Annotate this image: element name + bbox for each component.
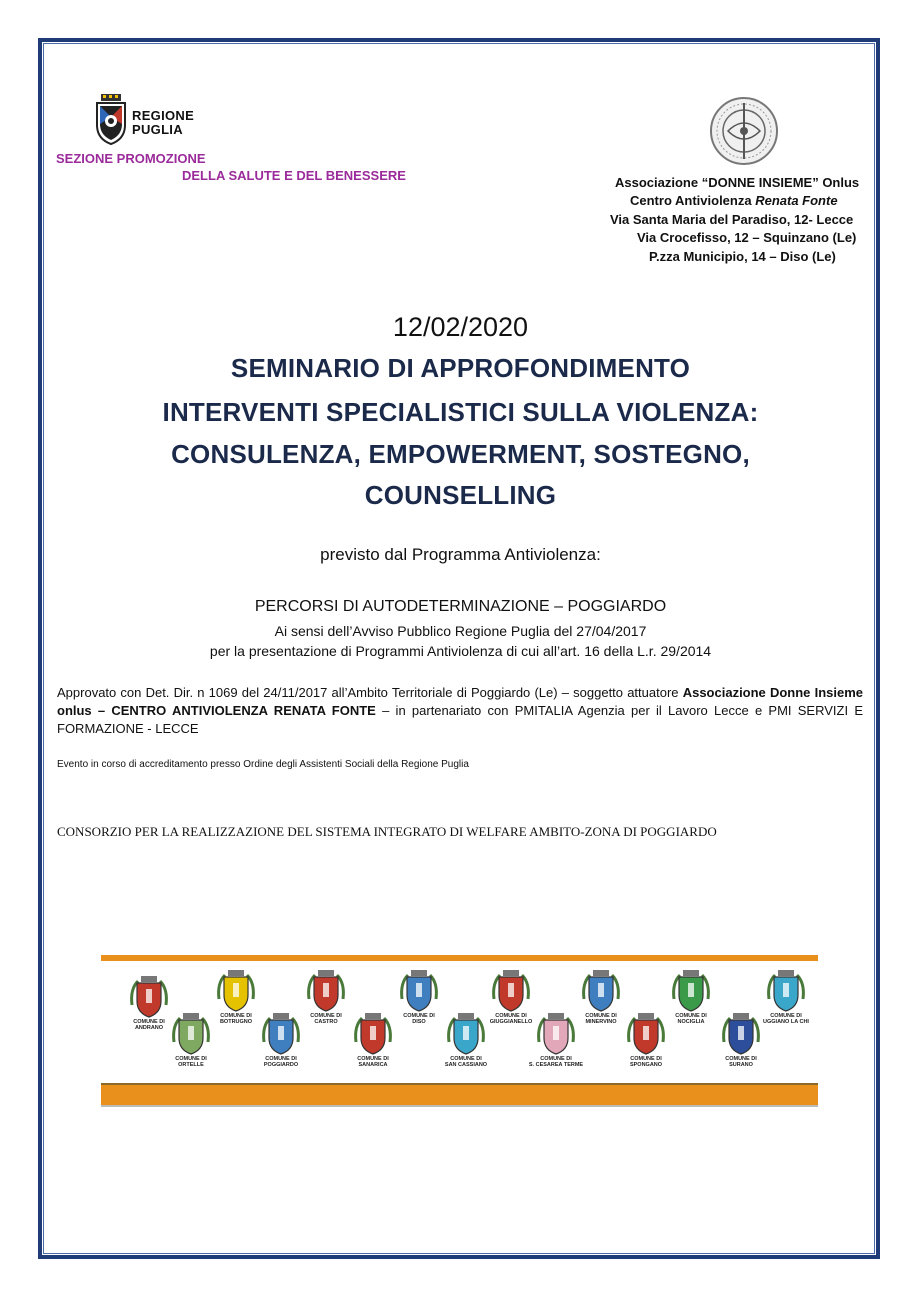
municipality-label-line1: COMUNE DI	[265, 1056, 297, 1062]
regione-logo-line2: PUGLIA	[132, 122, 183, 137]
avviso-text: Ai sensi dell’Avviso Pubblico Regione Puglia del 27/04/2017	[274, 623, 647, 639]
municipality-label	[746, 1013, 826, 1025]
municipality-crest-icon	[305, 969, 347, 1013]
municipality-crest-icon	[490, 969, 532, 1013]
municipality-label-line1: COMUNE DI	[585, 1013, 617, 1019]
municipalities-band	[101, 955, 818, 1107]
municipality-label-line2: UGGIANO LA CHI	[763, 1019, 809, 1025]
sezione-line1: SEZIONE PROMOZIONE	[56, 151, 206, 166]
band-shadow	[101, 1105, 818, 1107]
municipality-label-line2: SURANO	[729, 1062, 753, 1068]
previsto-text: previsto dal Programma Antiviolenza:	[320, 545, 601, 564]
municipality-label-line2: S. CESAREA TERME	[528, 1062, 584, 1068]
municipality-label-line1: COMUNE DI	[133, 1019, 165, 1025]
approval-text2: – in partenariato con PMITALIA Agenzia per il Lavoro Lecce e PMI SERVIZI E FORMAZIONE - LECCE	[57, 703, 863, 736]
sezione-line2: DELLA SALUTE E DEL BENESSERE	[182, 168, 406, 183]
municipality-label-line2: MINERVINO	[585, 1019, 617, 1025]
municipality-crest-icon	[580, 969, 622, 1013]
municipality-crest-icon	[670, 969, 712, 1013]
address-squinzano: Via Crocefisso, 12 – Squinzano (Le)	[637, 230, 857, 245]
address-lecce: Via Santa Maria del Paradiso, 12- Lecce	[610, 212, 854, 227]
municipality-label-line1: COMUNE DI	[357, 1056, 389, 1062]
municipality-label-line2: DISO	[412, 1019, 426, 1025]
municipality-label-line1: COMUNE DI	[403, 1013, 435, 1019]
address-diso: P.zza Municipio, 14 – Diso (Le)	[649, 249, 836, 264]
band-top-stripe	[101, 955, 818, 961]
municipality-label-line2: SPONGANO	[629, 1062, 663, 1068]
association-centro-italic: Renata Fonte	[755, 193, 838, 208]
municipality-label-line2: ORTELLE	[178, 1062, 204, 1068]
municipality-label-line2: GIUGGIANELLO	[489, 1019, 533, 1025]
municipality-label	[426, 1056, 506, 1068]
municipality-label-line2: SANARICA	[358, 1062, 388, 1068]
title-line2: INTERVENTI SPECIALISTICI SULLA VIOLENZA:	[162, 397, 759, 427]
municipality-label-line1: COMUNE DI	[770, 1013, 802, 1019]
municipality-label-line2: ANDRANO	[134, 1025, 164, 1031]
municipality-label-line2: BOTRUGNO	[219, 1019, 253, 1025]
municipality-crest-icon	[765, 969, 807, 1013]
association-name: Associazione “DONNE INSIEME” Onlus	[615, 175, 860, 190]
municipality-label-line2: NOCIGLIA	[677, 1019, 705, 1025]
regione-logo-text	[132, 109, 194, 137]
municipality-label-line1: COMUNE DI	[310, 1013, 342, 1019]
municipality-label-line1: COMUNE DI	[450, 1056, 482, 1062]
municipality-label-line2: SAN CASSIANO	[444, 1062, 488, 1068]
municipality-label	[151, 1056, 231, 1068]
municipality-label-line1: COMUNE DI	[540, 1056, 572, 1062]
municipality-label-line1: COMUNE DI	[675, 1013, 707, 1019]
municipality-label	[333, 1056, 413, 1068]
municipality-15	[746, 969, 826, 1025]
municipality-label-line2: CASTRO	[314, 1019, 338, 1025]
evento-note: Evento in corso di accreditamento presso Ordine degli Assistenti Sociali della Regione Puglia	[57, 759, 469, 770]
municipality-label-line2: POGGIARDO	[263, 1062, 299, 1068]
municipality-label	[516, 1056, 596, 1068]
approval-paragraph	[57, 684, 863, 738]
event-date: 12/02/2020	[392, 312, 529, 342]
municipality-label-line1: COMUNE DI	[495, 1013, 527, 1019]
title-line4: COUNSELLING	[364, 480, 557, 510]
municipality-label-line1: COMUNE DI	[725, 1056, 757, 1062]
municipality-label	[241, 1056, 321, 1068]
consorzio-text: CONSORZIO PER LA REALIZZAZIONE DEL SISTEMA INTEGRATO DI WELFARE AMBITO-ZONA DI POGGIARDO	[57, 824, 717, 839]
association-centro-prefix: Centro Antiviolenza	[630, 193, 756, 208]
approval-text1: Approvato con Det. Dir. n 1069 del 24/11/2017 all’Ambito Territoriale di Poggiardo (Le) – soggetto attuatore	[57, 685, 683, 700]
municipality-crest-icon	[398, 969, 440, 1013]
title-line1: SEMINARIO DI APPROFONDIMENTO	[230, 353, 691, 383]
regione-crest-icon	[94, 93, 128, 145]
band-bottom-stripe	[101, 1085, 818, 1105]
municipality-label-line1: COMUNE DI	[630, 1056, 662, 1062]
regione-logo-line1: REGIONE	[132, 108, 195, 123]
percorsi-text: PERCORSI DI AUTODETERMINAZIONE – POGGIARDO	[254, 598, 667, 615]
donne-insieme-logo-icon	[708, 95, 780, 167]
approval-bold: Associazione Donne Insieme onlus – CENTRO ANTIVIOLENZA RENATA FONTE	[57, 685, 863, 718]
municipality-label	[606, 1056, 686, 1068]
association-centro	[630, 193, 838, 208]
title-line3: CONSULENZA, EMPOWERMENT, SOSTEGNO,	[171, 439, 750, 469]
presentazione-text: per la presentazione di Programmi Antiviolenza di cui all’art. 16 della L.r. 29/2014	[209, 643, 712, 659]
regione-puglia-logo	[94, 93, 204, 149]
municipality-label-line1: COMUNE DI	[175, 1056, 207, 1062]
municipality-crest-icon	[215, 969, 257, 1013]
municipality-label	[701, 1056, 781, 1068]
municipality-label-line1: COMUNE DI	[220, 1013, 252, 1019]
